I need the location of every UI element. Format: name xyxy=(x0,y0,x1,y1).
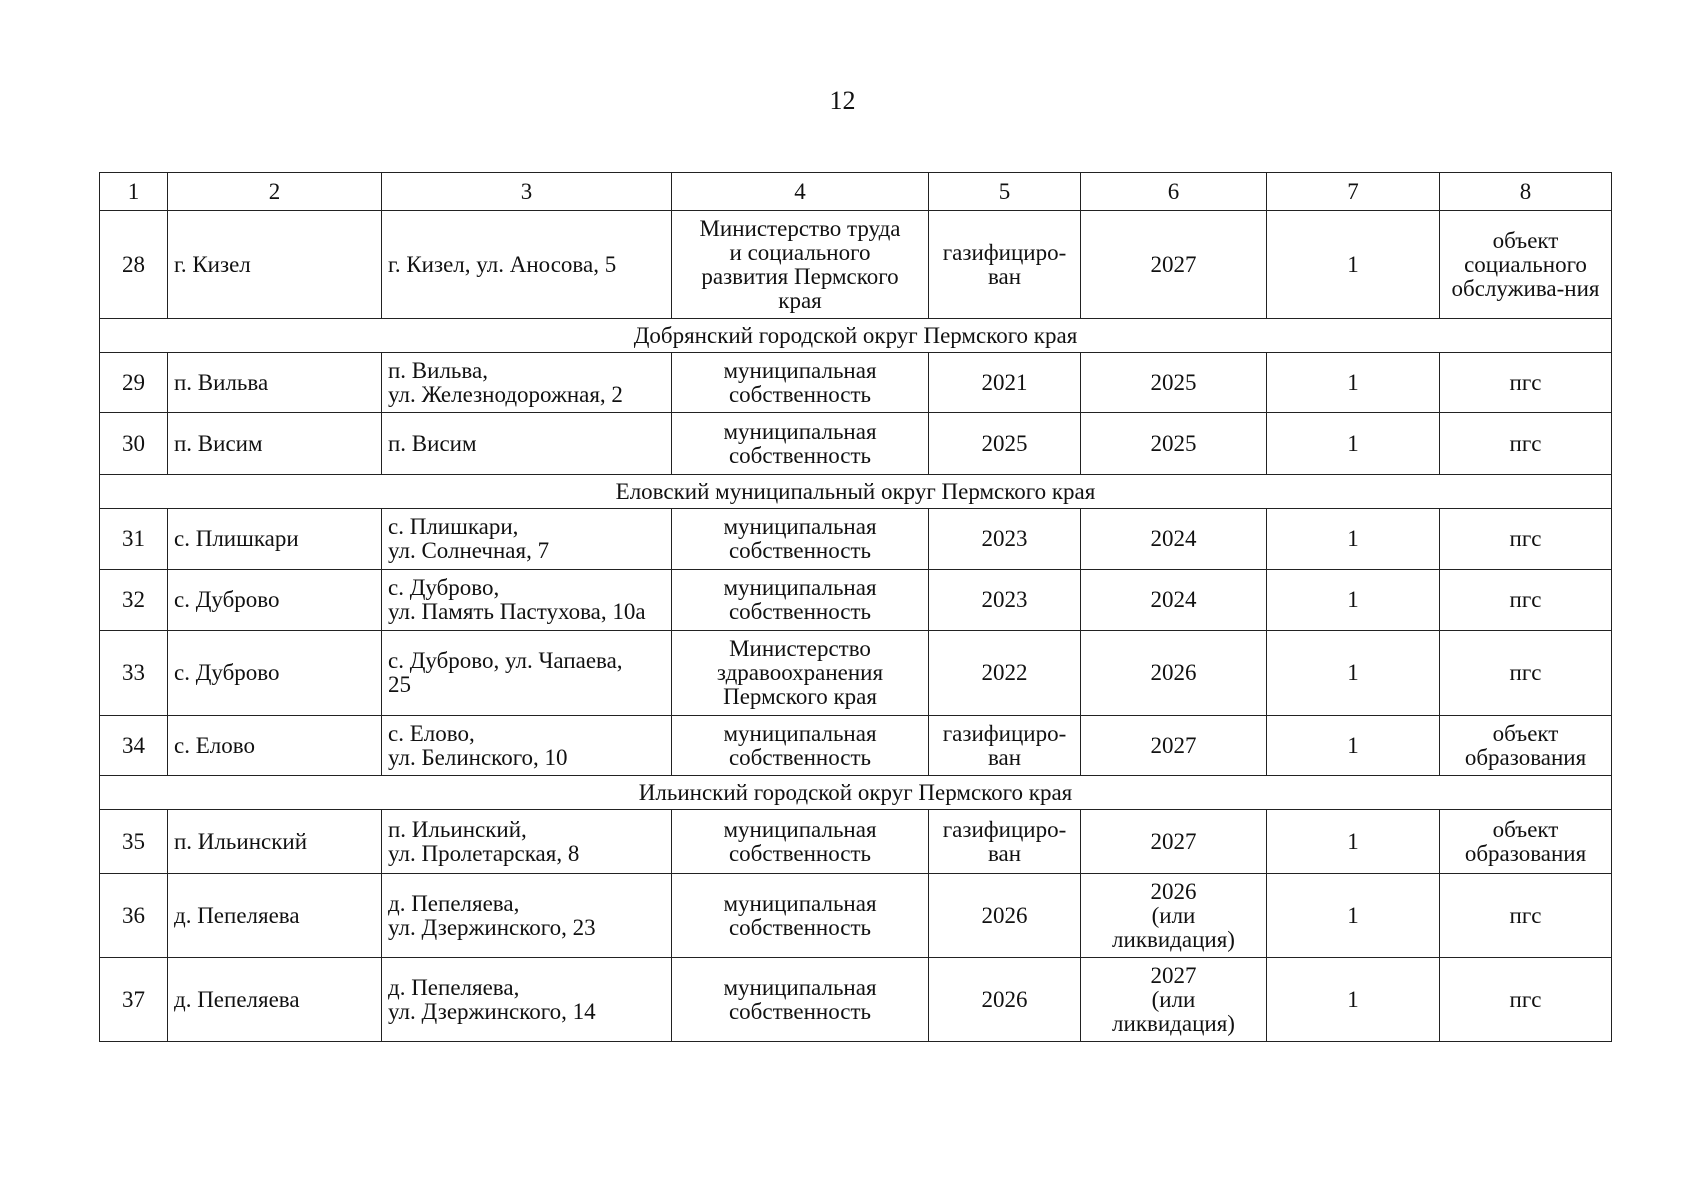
address-cell: п. Висим xyxy=(382,413,672,475)
owner-cell: муниципальная собственность xyxy=(672,570,929,631)
count-cell: 1 xyxy=(1267,716,1440,776)
object-type-cell: объект образования xyxy=(1440,810,1612,874)
year-gasified-cell: 2022 xyxy=(929,631,1081,716)
owner-cell: Министерство труда и социального развития Пермского края xyxy=(672,211,929,319)
count-cell: 1 xyxy=(1267,810,1440,874)
object-type-cell: пгс xyxy=(1440,958,1612,1042)
table-row xyxy=(100,958,1612,1042)
row-number-cell: 32 xyxy=(100,570,168,631)
column-number: 3 xyxy=(382,173,672,211)
table-row xyxy=(100,716,1612,776)
count-cell: 1 xyxy=(1267,570,1440,631)
section-title: Еловский муниципальный округ Пермского края xyxy=(100,475,1612,509)
object-type-cell: пгс xyxy=(1440,509,1612,570)
year-cell: 2026 xyxy=(1081,631,1267,716)
address-cell: д. Пепеляева, ул. Дзержинского, 14 xyxy=(382,958,672,1042)
address-cell: п. Ильинский, ул. Пролетарская, 8 xyxy=(382,810,672,874)
table-row xyxy=(100,211,1612,319)
gas-supply-table xyxy=(99,172,1612,1042)
owner-cell: муниципальная собственность xyxy=(672,509,929,570)
year-gasified-cell: газифициро- ван xyxy=(929,716,1081,776)
settlement-cell: д. Пепеляева xyxy=(168,958,382,1042)
year-gasified-cell: 2026 xyxy=(929,874,1081,958)
column-number: 2 xyxy=(168,173,382,211)
column-number: 5 xyxy=(929,173,1081,211)
count-cell: 1 xyxy=(1267,874,1440,958)
settlement-cell: г. Кизел xyxy=(168,211,382,319)
count-cell: 1 xyxy=(1267,958,1440,1042)
year-gasified-cell: 2023 xyxy=(929,570,1081,631)
year-gasified-cell: 2021 xyxy=(929,353,1081,413)
address-cell: с. Плишкари, ул. Солнечная, 7 xyxy=(382,509,672,570)
table-row xyxy=(100,509,1612,570)
year-cell: 2027 (или ликвидация) xyxy=(1081,958,1267,1042)
owner-cell: муниципальная собственность xyxy=(672,413,929,475)
row-number-cell: 36 xyxy=(100,874,168,958)
count-cell: 1 xyxy=(1267,413,1440,475)
settlement-cell: с. Плишкари xyxy=(168,509,382,570)
count-cell: 1 xyxy=(1267,509,1440,570)
year-gasified-cell: газифициро- ван xyxy=(929,810,1081,874)
section-title: Добрянский городской округ Пермского края xyxy=(100,319,1612,353)
address-cell: с. Елово, ул. Белинского, 10 xyxy=(382,716,672,776)
table-row xyxy=(100,874,1612,958)
owner-cell: Министерство здравоохранения Пермского края xyxy=(672,631,929,716)
settlement-cell: с. Дуброво xyxy=(168,570,382,631)
section-title: Ильинский городской округ Пермского края xyxy=(100,776,1612,810)
section-header-row xyxy=(100,475,1612,509)
settlement-cell: п. Ильинский xyxy=(168,810,382,874)
settlement-cell: п. Вильва xyxy=(168,353,382,413)
address-cell: д. Пепеляева, ул. Дзержинского, 23 xyxy=(382,874,672,958)
address-cell: с. Дуброво, ул. Память Пастухова, 10а xyxy=(382,570,672,631)
owner-cell: муниципальная собственность xyxy=(672,874,929,958)
table-row xyxy=(100,810,1612,874)
object-type-cell: объект образования xyxy=(1440,716,1612,776)
year-cell: 2027 xyxy=(1081,716,1267,776)
column-number: 7 xyxy=(1267,173,1440,211)
count-cell: 1 xyxy=(1267,353,1440,413)
column-number: 6 xyxy=(1081,173,1267,211)
owner-cell: муниципальная собственность xyxy=(672,810,929,874)
table-row xyxy=(100,413,1612,475)
object-type-cell: пгс xyxy=(1440,413,1612,475)
year-gasified-cell: газифициро- ван xyxy=(929,211,1081,319)
column-number: 8 xyxy=(1440,173,1612,211)
year-cell: 2027 xyxy=(1081,810,1267,874)
table-body xyxy=(100,173,1612,1042)
count-cell: 1 xyxy=(1267,631,1440,716)
year-gasified-cell: 2026 xyxy=(929,958,1081,1042)
year-cell: 2024 xyxy=(1081,509,1267,570)
row-number-cell: 37 xyxy=(100,958,168,1042)
section-header-row xyxy=(100,319,1612,353)
year-gasified-cell: 2023 xyxy=(929,509,1081,570)
section-header-row xyxy=(100,776,1612,810)
settlement-cell: с. Елово xyxy=(168,716,382,776)
row-number-cell: 34 xyxy=(100,716,168,776)
object-type-cell: пгс xyxy=(1440,631,1612,716)
address-cell: с. Дуброво, ул. Чапаева, 25 xyxy=(382,631,672,716)
table-row xyxy=(100,353,1612,413)
year-cell: 2027 xyxy=(1081,211,1267,319)
page-number: 12 xyxy=(829,86,856,115)
object-type-cell: пгс xyxy=(1440,570,1612,631)
address-cell: п. Вильва, ул. Железнодорожная, 2 xyxy=(382,353,672,413)
owner-cell: муниципальная собственность xyxy=(672,353,929,413)
column-number: 4 xyxy=(672,173,929,211)
settlement-cell: п. Висим xyxy=(168,413,382,475)
row-number-cell: 31 xyxy=(100,509,168,570)
object-type-cell: пгс xyxy=(1440,874,1612,958)
year-cell: 2026 (или ликвидация) xyxy=(1081,874,1267,958)
settlement-cell: с. Дуброво xyxy=(168,631,382,716)
owner-cell: муниципальная собственность xyxy=(672,716,929,776)
row-number-cell: 30 xyxy=(100,413,168,475)
owner-cell: муниципальная собственность xyxy=(672,958,929,1042)
column-number-row xyxy=(100,173,1612,211)
year-cell: 2025 xyxy=(1081,353,1267,413)
year-gasified-cell: 2025 xyxy=(929,413,1081,475)
object-type-cell: пгс xyxy=(1440,353,1612,413)
row-number-cell: 33 xyxy=(100,631,168,716)
count-cell: 1 xyxy=(1267,211,1440,319)
object-type-cell: объект социального обслужива-ния xyxy=(1440,211,1612,319)
address-cell: г. Кизел, ул. Аносова, 5 xyxy=(382,211,672,319)
table-row xyxy=(100,570,1612,631)
row-number-cell: 35 xyxy=(100,810,168,874)
year-cell: 2024 xyxy=(1081,570,1267,631)
column-number: 1 xyxy=(100,173,168,211)
table-row xyxy=(100,631,1612,716)
row-number-cell: 29 xyxy=(100,353,168,413)
year-cell: 2025 xyxy=(1081,413,1267,475)
settlement-cell: д. Пепеляева xyxy=(168,874,382,958)
row-number-cell: 28 xyxy=(100,211,168,319)
